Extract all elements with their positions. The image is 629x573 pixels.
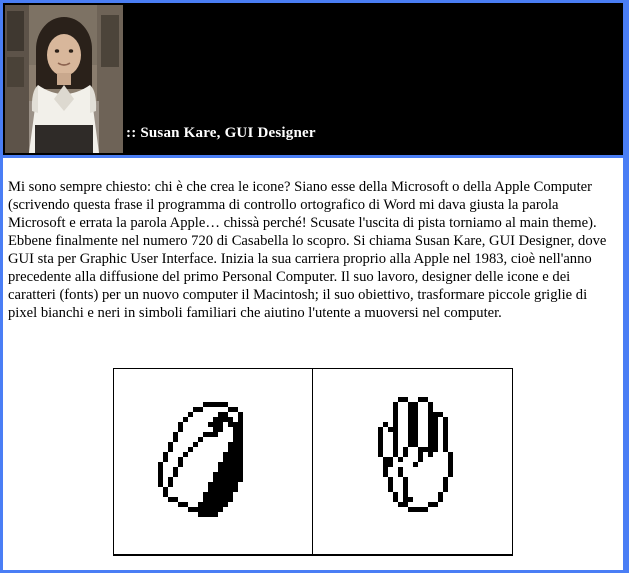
icon-grid-row — [114, 369, 512, 555]
pointing-hand-icon — [114, 369, 313, 555]
page-header — [3, 3, 623, 155]
grabbing-hand-icon — [313, 369, 512, 555]
icon-grid — [113, 368, 513, 556]
page-title: :: Susan Kare, GUI Designer — [126, 125, 316, 141]
content-area — [3, 158, 623, 570]
portrait-photo — [5, 5, 123, 153]
article-body: Mi sono sempre chiesto: chi è che crea le icone? Siano esse della Microsoft o della Apple Computer (scrivendo questa frase il programma di controllo ortografico di Word mi dava giusta la parola Microsoft e errata la parola Apple… chissà perché! Scusate l'uscita di pista torniamo al main theme). Ebbene finalmente nel numero 720 di Casabella lo scopro. Si chiama Susan Kare, GUI Designer, dove GUI sta per Graphic User Interface. Inizia la sua carriera proprio alla Apple nel 1983, cioè nell'anno precedente alla diffusione del primo Personal Computer. Il suo lavoro, designer delle icone e dei caratteri (fonts) per un nuovo computer il Macintosh; il suo obiettivo, trasformare piccole griglie di pixel bianchi e neri in simboli familiari che aiutino l'utente a muoversi nel computer. — [8, 178, 607, 322]
